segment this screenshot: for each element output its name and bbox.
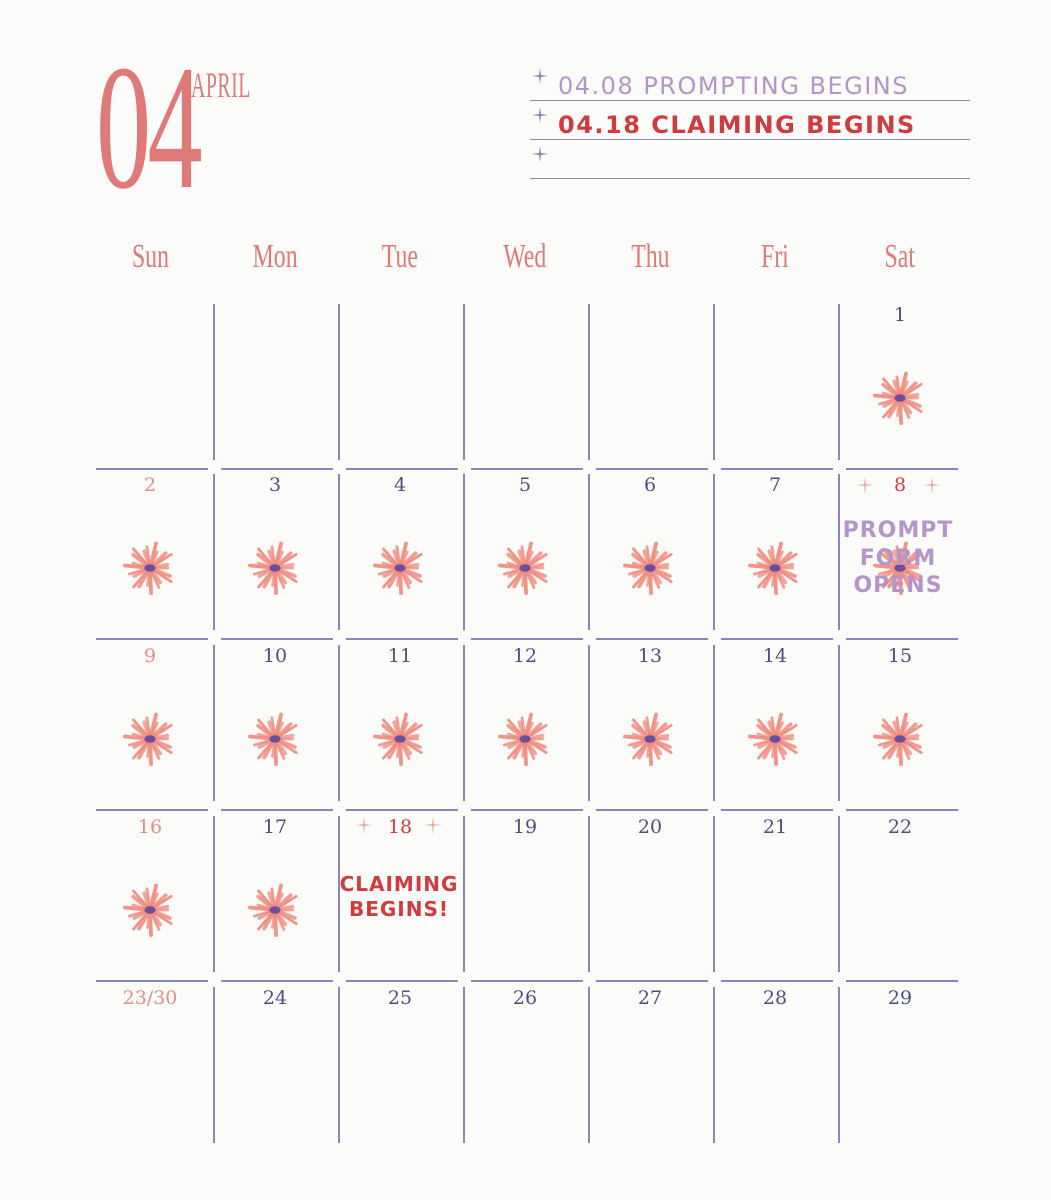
date-cell[interactable]: 20 <box>637 816 663 838</box>
weekday-label: Mon <box>252 238 298 275</box>
row-divider <box>721 468 833 470</box>
column-divider <box>213 645 215 801</box>
flower-icon <box>247 540 303 596</box>
date-cell[interactable]: 16 <box>137 816 163 838</box>
column-divider <box>338 474 340 630</box>
flower-icon <box>747 711 803 767</box>
flower-icon <box>372 711 428 767</box>
note-line <box>530 140 970 179</box>
row-divider <box>846 809 958 811</box>
row-divider <box>596 809 708 811</box>
weekday-label: Fri <box>761 238 789 275</box>
flower-icon <box>372 540 428 596</box>
date-cell[interactable]: 1 <box>893 304 907 326</box>
date-cell[interactable]: 13 <box>637 645 663 667</box>
weekday-thu <box>588 238 712 276</box>
date-cell[interactable]: 4 <box>393 474 407 496</box>
notes-list <box>530 62 970 179</box>
date-cell[interactable]: 26 <box>512 987 538 1009</box>
date-cell[interactable]: 10 <box>262 645 288 667</box>
column-divider <box>588 474 590 630</box>
row-divider <box>96 468 208 470</box>
column-divider <box>338 304 340 460</box>
note-line <box>530 101 970 140</box>
date-cell[interactable]: 22 <box>887 816 913 838</box>
event-prompt-form: PROMPT FORM OPENS <box>842 518 954 598</box>
flower-icon <box>497 711 553 767</box>
column-divider <box>713 645 715 801</box>
column-divider <box>463 816 465 972</box>
row-divider <box>846 980 958 982</box>
column-divider <box>213 474 215 630</box>
date-cell[interactable]: 28 <box>762 987 788 1009</box>
sparkle-icon <box>355 816 373 834</box>
column-divider <box>213 816 215 972</box>
row-divider <box>846 468 958 470</box>
column-divider <box>588 816 590 972</box>
weekday-sat <box>838 238 962 276</box>
row-divider <box>471 468 583 470</box>
note-text: 04.08 PROMPTING BEGINS <box>558 72 909 100</box>
column-divider <box>338 645 340 801</box>
date-cell[interactable]: 21 <box>762 816 788 838</box>
sparkle-icon <box>532 146 548 162</box>
flower-icon <box>872 711 928 767</box>
row-divider <box>596 638 708 640</box>
row-divider <box>96 980 208 982</box>
date-cell[interactable]: 2 <box>143 474 157 496</box>
row-divider <box>221 638 333 640</box>
row-divider <box>96 809 208 811</box>
row-divider <box>846 638 958 640</box>
column-divider <box>463 645 465 801</box>
column-divider <box>338 987 340 1143</box>
sparkle-icon <box>532 68 548 84</box>
row-divider <box>596 980 708 982</box>
date-cell[interactable]: 11 <box>387 645 413 667</box>
row-divider <box>221 809 333 811</box>
column-divider <box>213 987 215 1143</box>
column-divider <box>213 304 215 460</box>
flower-icon <box>247 882 303 938</box>
date-cell[interactable]: 9 <box>143 645 157 667</box>
date-cell[interactable]: 12 <box>512 645 538 667</box>
weekday-label: Tue <box>381 238 419 275</box>
weekday-label: Thu <box>630 238 670 275</box>
weekday-label: Sun <box>131 238 169 275</box>
flower-icon <box>497 540 553 596</box>
column-divider <box>713 987 715 1143</box>
row-divider <box>221 980 333 982</box>
column-divider <box>588 987 590 1143</box>
weekday-sun <box>88 238 212 276</box>
column-divider <box>713 816 715 972</box>
date-cell[interactable]: 7 <box>768 474 782 496</box>
date-cell[interactable]: 24 <box>262 987 288 1009</box>
sparkle-icon <box>532 107 548 123</box>
flower-icon <box>122 540 178 596</box>
weekday-wed <box>463 238 587 276</box>
note-line <box>530 62 970 101</box>
row-divider <box>471 980 583 982</box>
column-divider <box>588 645 590 801</box>
row-divider <box>721 809 833 811</box>
date-cell[interactable]: 27 <box>637 987 663 1009</box>
row-divider <box>96 638 208 640</box>
date-cell[interactable]: 25 <box>387 987 413 1009</box>
date-cell[interactable]: 8 <box>893 474 907 496</box>
column-divider <box>463 474 465 630</box>
sparkle-icon <box>923 476 941 494</box>
sparkle-icon <box>424 816 442 834</box>
flower-icon <box>872 370 928 426</box>
weekday-label: Sat <box>884 238 916 275</box>
flower-icon <box>622 540 678 596</box>
column-divider <box>588 304 590 460</box>
date-cell[interactable]: 17 <box>262 816 288 838</box>
weekday-fri <box>713 238 837 276</box>
event-claiming-begins: CLAIMING BEGINS! <box>339 872 459 921</box>
note-text: 04.18 CLAIMING BEGINS <box>558 111 916 139</box>
date-cell[interactable]: 5 <box>518 474 532 496</box>
row-divider <box>346 980 458 982</box>
row-divider <box>721 638 833 640</box>
weekday-mon <box>213 238 337 276</box>
date-cell[interactable]: 3 <box>268 474 282 496</box>
column-divider <box>838 987 840 1143</box>
column-divider <box>838 304 840 460</box>
row-divider <box>596 468 708 470</box>
flower-icon <box>622 711 678 767</box>
row-divider <box>346 638 458 640</box>
date-cell[interactable]: 15 <box>887 645 913 667</box>
month-name: APRIL <box>191 65 251 105</box>
row-divider <box>346 468 458 470</box>
date-cell[interactable]: 6 <box>643 474 657 496</box>
row-divider <box>346 809 458 811</box>
weekday-label: Wed <box>503 238 547 275</box>
row-divider <box>471 638 583 640</box>
date-cell[interactable]: 29 <box>887 987 913 1009</box>
row-divider <box>721 980 833 982</box>
column-divider <box>713 304 715 460</box>
column-divider <box>713 474 715 630</box>
weekday-tue <box>338 238 462 276</box>
column-divider <box>463 304 465 460</box>
flower-icon <box>122 882 178 938</box>
month-number: 04 <box>96 28 199 226</box>
date-cell[interactable]: 18 <box>387 816 413 838</box>
date-cell[interactable]: 14 <box>762 645 788 667</box>
flower-icon <box>247 711 303 767</box>
row-divider <box>471 809 583 811</box>
column-divider <box>838 645 840 801</box>
row-divider <box>221 468 333 470</box>
column-divider <box>463 987 465 1143</box>
sparkle-icon <box>856 476 874 494</box>
column-divider <box>838 816 840 972</box>
flower-icon <box>747 540 803 596</box>
flower-icon <box>122 711 178 767</box>
date-cell[interactable]: 19 <box>512 816 538 838</box>
date-cell[interactable]: 23/30 <box>122 987 178 1009</box>
